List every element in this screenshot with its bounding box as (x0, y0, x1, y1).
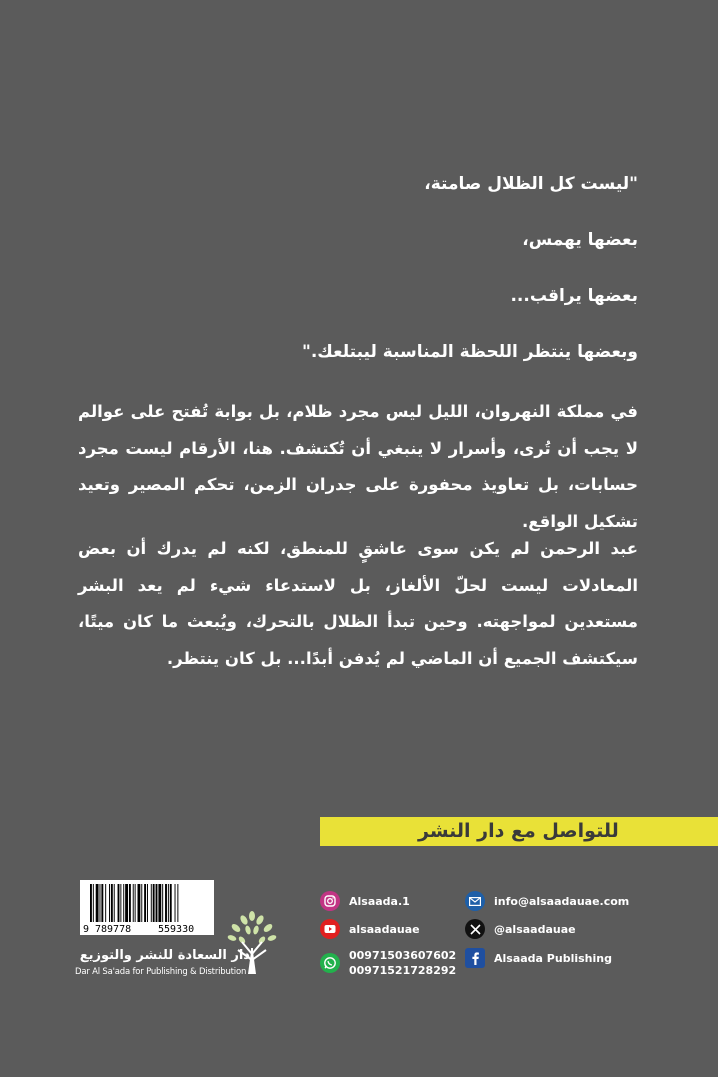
facebook-contact[interactable] (465, 948, 612, 968)
phone-2[interactable]: 00971521728292 (349, 964, 457, 977)
youtube-contact[interactable] (320, 919, 420, 939)
barcode-first-digit: 9 (83, 924, 90, 935)
instagram-icon (320, 891, 340, 911)
email-contact[interactable] (465, 891, 629, 911)
instagram-contact[interactable] (320, 891, 410, 911)
mail-icon (465, 891, 485, 911)
facebook-icon (465, 948, 485, 968)
youtube-icon (320, 919, 340, 939)
publisher-name-en: Dar Al Sa'ada for Publishing & Distribution (75, 967, 247, 977)
synopsis-paragraph-2: عبد الرحمن لم يكن سوى عاشقٍ للمنطق، لكنه لم يدرك أن بعض المعادلات ليست لحلّ الألغاز، بل لاستدعاء شيء لم يعد البشر مستعدين لمواجهته. وحين تبدأ الظلال بالتحرك، ويُبعث ما كان ميتًا، سيكتشف الجميع أن الماضي لم يُدفن أبدًا... بل كان ينتظر. (78, 539, 638, 668)
youtube-handle: alsaadauae (349, 922, 420, 936)
x-icon (465, 919, 485, 939)
contact-heading: للتواصل مع دار النشر (418, 820, 619, 842)
x-contact[interactable] (465, 919, 576, 939)
phone-1[interactable]: 00971503607602 (349, 949, 457, 962)
whatsapp-contact[interactable] (320, 948, 456, 978)
barcode-group-2: 559330 (158, 924, 195, 935)
barcode-group-1: 789778 (95, 924, 132, 935)
poem-line-4: وبعضها ينتظر اللحظة المناسبة ليبتلعك." (301, 342, 638, 362)
publisher-logo (72, 908, 282, 983)
x-handle: @alsaadauae (494, 922, 576, 936)
publisher-name-ar: دار السعادة للنشر والتوزيع (79, 948, 250, 963)
whatsapp-icon (320, 953, 340, 973)
instagram-handle: Alsaada.1 (349, 894, 410, 908)
email-address: info@alsaadauae.com (494, 894, 630, 908)
poem-line-2: بعضها يهمس، (522, 230, 638, 250)
contact-banner (320, 817, 718, 846)
phone-numbers (349, 948, 456, 978)
facebook-page: Alsaada Publishing (494, 951, 612, 965)
synopsis-paragraph-1: في مملكة النهروان، الليل ليس مجرد ظلام، بل بوابة تُفتح على عوالم لا يجب أن تُرى، وأسرار لا ينبغي أن تُكتشف. هنا، الأرقام ليست مجرد حسابات، بل تعاويذ محفورة على جدران الزمن، تحكم المصير وتعيد تشكيل الواقع. (78, 402, 638, 531)
poem-block (78, 172, 638, 396)
poem-line-3: بعضها يراقب... (510, 286, 638, 306)
poem-line-1: "ليست كل الظلال صامتة، (424, 174, 638, 194)
